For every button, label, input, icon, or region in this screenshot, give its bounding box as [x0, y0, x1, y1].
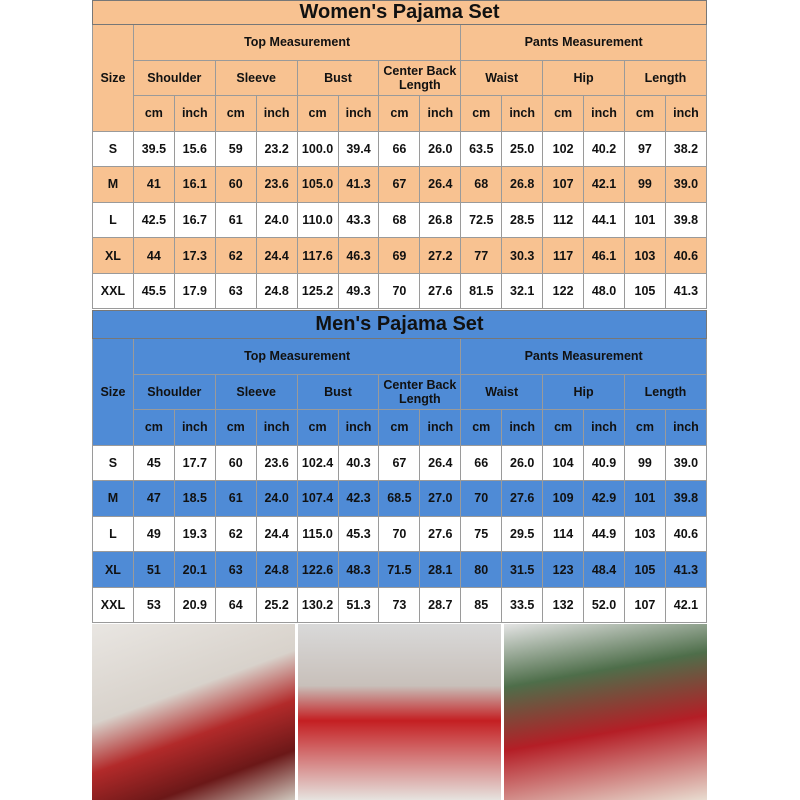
cell-value: 123: [543, 552, 584, 588]
cell-value: 20.1: [174, 552, 215, 588]
cell-value: 31.5: [502, 552, 543, 588]
unit-header: cm: [215, 410, 256, 446]
pants-measurement-header: Pants Measurement: [461, 339, 707, 375]
column-group-header: Shoulder: [133, 60, 215, 96]
table-row: [93, 238, 707, 274]
cell-value: 60: [215, 167, 256, 203]
cell-value: 61: [215, 202, 256, 238]
column-group-header: Bust: [297, 374, 379, 410]
cell-value: 26.0: [420, 131, 461, 167]
unit-header: inch: [665, 410, 706, 446]
unit-header: cm: [543, 410, 584, 446]
cell-value: 112: [543, 202, 584, 238]
cell-value: 27.0: [420, 481, 461, 517]
size-label: XL: [93, 238, 134, 274]
cell-value: 42.5: [133, 202, 174, 238]
cell-value: 117.6: [297, 238, 338, 274]
pants-measurement-header: Pants Measurement: [461, 25, 707, 61]
cell-value: 45.3: [338, 516, 379, 552]
cell-value: 122: [543, 273, 584, 309]
cell-value: 41.3: [665, 552, 706, 588]
top-measurement-header: Top Measurement: [133, 339, 460, 375]
cell-value: 24.0: [256, 481, 297, 517]
cell-value: 53: [133, 587, 174, 623]
unit-header: inch: [584, 410, 625, 446]
size-label: S: [93, 445, 134, 481]
column-group-header: Hip: [543, 374, 625, 410]
unit-header: cm: [379, 410, 420, 446]
cell-value: 66: [379, 131, 420, 167]
cell-value: 97: [624, 131, 665, 167]
cell-value: 43.3: [338, 202, 379, 238]
cell-value: 102: [543, 131, 584, 167]
cell-value: 40.2: [584, 131, 625, 167]
column-group-header: Sleeve: [215, 60, 297, 96]
cell-value: 26.8: [502, 167, 543, 203]
cell-value: 132: [543, 587, 584, 623]
cell-value: 25.2: [256, 587, 297, 623]
unit-header: cm: [461, 96, 502, 132]
cell-value: 40.6: [665, 238, 706, 274]
table-row: [93, 131, 707, 167]
unit-header: cm: [543, 96, 584, 132]
column-group-header: Hip: [543, 60, 625, 96]
table-title: Women's Pajama Set: [93, 1, 707, 25]
size-label: M: [93, 167, 134, 203]
cell-value: 125.2: [297, 273, 338, 309]
cell-value: 80: [461, 552, 502, 588]
cell-value: 63.5: [461, 131, 502, 167]
cell-value: 51.3: [338, 587, 379, 623]
cell-value: 39.8: [665, 202, 706, 238]
cell-value: 42.1: [584, 167, 625, 203]
cell-value: 42.3: [338, 481, 379, 517]
cell-value: 28.7: [420, 587, 461, 623]
cell-value: 69: [379, 238, 420, 274]
cell-value: 44: [133, 238, 174, 274]
family-photo-plaid-pajamas: [92, 624, 295, 800]
cell-value: 26.4: [420, 167, 461, 203]
cell-value: 114: [543, 516, 584, 552]
cell-value: 41.3: [665, 273, 706, 309]
cell-value: 77: [461, 238, 502, 274]
cell-value: 24.8: [256, 273, 297, 309]
cell-value: 40.3: [338, 445, 379, 481]
cell-value: 39.8: [665, 481, 706, 517]
table-row: [93, 587, 707, 623]
family-photo-christmas-tree: [504, 624, 707, 800]
cell-value: 47: [133, 481, 174, 517]
unit-header: cm: [624, 410, 665, 446]
cell-value: 101: [624, 202, 665, 238]
cell-value: 115.0: [297, 516, 338, 552]
table-row: [93, 445, 707, 481]
cell-value: 70: [379, 273, 420, 309]
cell-value: 49: [133, 516, 174, 552]
cell-value: 102.4: [297, 445, 338, 481]
cell-value: 39.4: [338, 131, 379, 167]
cell-value: 28.1: [420, 552, 461, 588]
size-label: M: [93, 481, 134, 517]
cell-value: 62: [215, 516, 256, 552]
cell-value: 117: [543, 238, 584, 274]
cell-value: 44.1: [584, 202, 625, 238]
cell-value: 63: [215, 273, 256, 309]
cell-value: 81.5: [461, 273, 502, 309]
cell-value: 104: [543, 445, 584, 481]
unit-header: inch: [502, 410, 543, 446]
table-row: [93, 167, 707, 203]
cell-value: 17.7: [174, 445, 215, 481]
cell-value: 24.8: [256, 552, 297, 588]
column-group-header: Shoulder: [133, 374, 215, 410]
size-header: Size: [93, 25, 134, 132]
mens-size-table: [92, 310, 707, 623]
cell-value: 44.9: [584, 516, 625, 552]
cell-value: 38.2: [665, 131, 706, 167]
cell-value: 39.5: [133, 131, 174, 167]
cell-value: 24.0: [256, 202, 297, 238]
cell-value: 16.1: [174, 167, 215, 203]
cell-value: 48.4: [584, 552, 625, 588]
cell-value: 105: [624, 552, 665, 588]
cell-value: 75: [461, 516, 502, 552]
cell-value: 33.5: [502, 587, 543, 623]
cell-value: 67: [379, 445, 420, 481]
unit-header: inch: [502, 96, 543, 132]
cell-value: 42.1: [665, 587, 706, 623]
unit-header: cm: [215, 96, 256, 132]
size-label: L: [93, 516, 134, 552]
cell-value: 63: [215, 552, 256, 588]
cell-value: 46.1: [584, 238, 625, 274]
cell-value: 70: [461, 481, 502, 517]
cell-value: 15.6: [174, 131, 215, 167]
unit-header: cm: [624, 96, 665, 132]
unit-header: inch: [420, 96, 461, 132]
cell-value: 51: [133, 552, 174, 588]
cell-value: 45.5: [133, 273, 174, 309]
family-photo-cookies: [298, 624, 501, 800]
unit-header: inch: [256, 96, 297, 132]
unit-header: cm: [133, 410, 174, 446]
column-group-header: Waist: [461, 374, 543, 410]
cell-value: 23.2: [256, 131, 297, 167]
size-label: S: [93, 131, 134, 167]
column-group-header: Waist: [461, 60, 543, 96]
column-group-header: Sleeve: [215, 374, 297, 410]
cell-value: 48.0: [584, 273, 625, 309]
cell-value: 41.3: [338, 167, 379, 203]
cell-value: 23.6: [256, 445, 297, 481]
cell-value: 45: [133, 445, 174, 481]
cell-value: 28.5: [502, 202, 543, 238]
cell-value: 100.0: [297, 131, 338, 167]
cell-value: 40.9: [584, 445, 625, 481]
unit-header: cm: [297, 96, 338, 132]
unit-header: inch: [420, 410, 461, 446]
cell-value: 61: [215, 481, 256, 517]
cell-value: 67: [379, 167, 420, 203]
cell-value: 64: [215, 587, 256, 623]
cell-value: 68.5: [379, 481, 420, 517]
cell-value: 72.5: [461, 202, 502, 238]
cell-value: 60: [215, 445, 256, 481]
cell-value: 25.0: [502, 131, 543, 167]
size-label: XL: [93, 552, 134, 588]
size-label: XXL: [93, 273, 134, 309]
cell-value: 46.3: [338, 238, 379, 274]
top-measurement-header: Top Measurement: [133, 25, 460, 61]
cell-value: 27.6: [420, 516, 461, 552]
cell-value: 30.3: [502, 238, 543, 274]
cell-value: 24.4: [256, 516, 297, 552]
cell-value: 101: [624, 481, 665, 517]
size-label: XXL: [93, 587, 134, 623]
cell-value: 62: [215, 238, 256, 274]
lifestyle-photos: [92, 624, 707, 800]
unit-header: inch: [665, 96, 706, 132]
unit-header: inch: [338, 96, 379, 132]
column-group-header: Length: [624, 374, 706, 410]
cell-value: 39.0: [665, 167, 706, 203]
cell-value: 27.6: [502, 481, 543, 517]
cell-value: 26.4: [420, 445, 461, 481]
cell-value: 17.9: [174, 273, 215, 309]
cell-value: 48.3: [338, 552, 379, 588]
table-row: [93, 552, 707, 588]
cell-value: 122.6: [297, 552, 338, 588]
cell-value: 105: [624, 273, 665, 309]
cell-value: 16.7: [174, 202, 215, 238]
cell-value: 68: [379, 202, 420, 238]
womens-size-table: [92, 0, 707, 309]
unit-header: cm: [133, 96, 174, 132]
cell-value: 20.9: [174, 587, 215, 623]
cell-value: 39.0: [665, 445, 706, 481]
size-header: Size: [93, 339, 134, 446]
unit-header: cm: [461, 410, 502, 446]
unit-header: inch: [256, 410, 297, 446]
unit-header: inch: [174, 410, 215, 446]
cell-value: 99: [624, 167, 665, 203]
cell-value: 107: [624, 587, 665, 623]
unit-header: cm: [379, 96, 420, 132]
cell-value: 68: [461, 167, 502, 203]
cell-value: 24.4: [256, 238, 297, 274]
cell-value: 109: [543, 481, 584, 517]
cell-value: 130.2: [297, 587, 338, 623]
table-row: [93, 202, 707, 238]
table-row: [93, 481, 707, 517]
cell-value: 107: [543, 167, 584, 203]
cell-value: 23.6: [256, 167, 297, 203]
cell-value: 41: [133, 167, 174, 203]
column-group-header: Bust: [297, 60, 379, 96]
cell-value: 29.5: [502, 516, 543, 552]
cell-value: 99: [624, 445, 665, 481]
cell-value: 18.5: [174, 481, 215, 517]
table-title: Men's Pajama Set: [93, 311, 707, 339]
column-group-header: Center Back Length: [379, 60, 461, 96]
cell-value: 85: [461, 587, 502, 623]
cell-value: 27.2: [420, 238, 461, 274]
cell-value: 19.3: [174, 516, 215, 552]
table-row: [93, 516, 707, 552]
column-group-header: Center Back Length: [379, 374, 461, 410]
cell-value: 59: [215, 131, 256, 167]
unit-header: inch: [338, 410, 379, 446]
cell-value: 40.6: [665, 516, 706, 552]
table-row: [93, 273, 707, 309]
cell-value: 107.4: [297, 481, 338, 517]
unit-header: inch: [174, 96, 215, 132]
cell-value: 52.0: [584, 587, 625, 623]
unit-header: cm: [297, 410, 338, 446]
cell-value: 110.0: [297, 202, 338, 238]
unit-header: inch: [584, 96, 625, 132]
cell-value: 103: [624, 516, 665, 552]
cell-value: 71.5: [379, 552, 420, 588]
column-group-header: Length: [624, 60, 706, 96]
cell-value: 42.9: [584, 481, 625, 517]
cell-value: 73: [379, 587, 420, 623]
cell-value: 27.6: [420, 273, 461, 309]
cell-value: 70: [379, 516, 420, 552]
cell-value: 26.0: [502, 445, 543, 481]
cell-value: 32.1: [502, 273, 543, 309]
cell-value: 103: [624, 238, 665, 274]
cell-value: 66: [461, 445, 502, 481]
cell-value: 49.3: [338, 273, 379, 309]
cell-value: 17.3: [174, 238, 215, 274]
cell-value: 105.0: [297, 167, 338, 203]
cell-value: 26.8: [420, 202, 461, 238]
size-label: L: [93, 202, 134, 238]
